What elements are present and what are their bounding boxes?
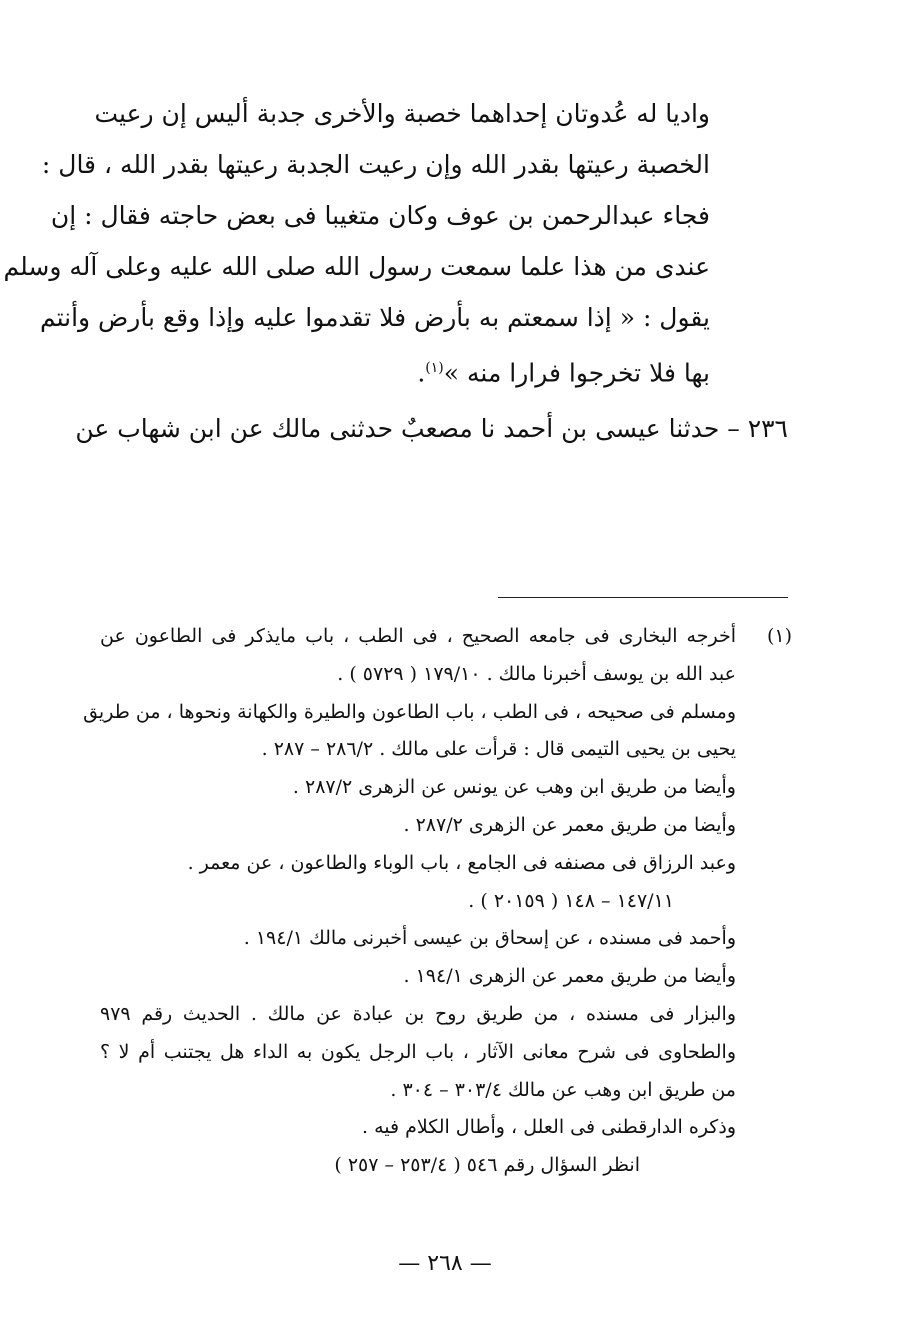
main-line-5: يقول : « إذا سمعتم به بأرض فلا تقدموا عليه وإذا وقع بأرض وأنتم (39, 303, 710, 332)
footnote-line-2: عبد الله بن يوسف أخبرنا مالك . ١٧٩/١٠ ( ٥٧٢٩ ) . (337, 662, 736, 685)
footnote-line-6: وأيضا من طريق معمر عن الزهرى ٢٨٧/٢ . (403, 813, 736, 836)
footnote-line-13: من طريق ابن وهب عن مالك ٣٠٣/٤ – ٣٠٤ . (390, 1078, 736, 1101)
footnote-line-1: أخرجه البخارى فى جامعه الصحيح ، فى الطب ، باب مايذكر فى الطاعون عن (100, 625, 736, 647)
footnote-separator (498, 597, 788, 598)
main-last-line-text: بها فلا تخرجوا فرارا منه » (443, 358, 710, 388)
footnote-line-9: وأحمد فى مسنده ، عن إسحاق بن عيسى أخبرنى مالك ١٩٤/١ . (243, 927, 736, 950)
footnote-line-12: والطحاوى فى شرح معانى الآثار ، باب الرجل يكون به الداء هل يجتنب أم لا ؟ (100, 1040, 736, 1063)
footnote-line-10: وأيضا من طريق معمر عن الزهرى ١٩٤/١ . (403, 965, 736, 988)
footnote-reference: (١) (425, 360, 444, 376)
main-line-6 (100, 343, 710, 394)
main-line-4: عندى من هذا علما سمعت رسول الله صلى الله عليه وعلى آله وسلم (3, 252, 710, 281)
footnote-line-7: وعبد الرزاق فى مصنفه فى الجامع ، باب الوباء والطاعون ، عن معمر . (187, 851, 736, 874)
page-number: — ٢٦٨ — (398, 1251, 492, 1276)
footnote-line-8: ١٤٧/١١ – ١٤٨ ( ٢٠١٥٩ ) . (468, 889, 674, 912)
footnote-line-3: ومسلم فى صحيحه ، فى الطب ، باب الطاعون والطيرة والكهانة ونحوها ، من طريق (83, 700, 736, 723)
footnotes (83, 618, 736, 1185)
main-line-2: الخصبة رعيتها بقدر الله وإن رعيت الجدبة رعيتها بقدر الله ، قال : (41, 150, 710, 179)
footnote-line-15: انظر السؤال رقم ٥٤٦ ( ٢٥٣/٤ – ٢٥٧ ) (334, 1154, 640, 1177)
footnote-number: (١) (766, 625, 792, 647)
footnote-line-4: يحيى بن يحيى التيمى قال : قرأت على مالك . ٢٨٦/٢ – ٢٨٧ . (261, 738, 736, 761)
hadith-line: ٢٣٦ – حدثنا عيسى بن أحمد نا مصعبٌ حدثنى مالك عن ابن شهاب عن (75, 414, 788, 443)
footnote-line-11: والبزار فى مسنده ، من طريق روح بن عبادة عن مالك . الحديث رقم ٩٧٩ (100, 1002, 736, 1025)
main-last-line-end: . (417, 358, 426, 388)
main-line-3: فجاء عبدالرحمن بن عوف وكان متغيبا فى بعض حاجته فقال : إن (50, 201, 710, 230)
main-line-1: واديا له عُدوتان إحداهما خصبة والأخرى جدبة أليس إن رعيت (94, 99, 710, 128)
main-text (3, 88, 710, 394)
footnote-line-14: وذكره الدارقطنى فى العلل ، وأطال الكلام فيه . (361, 1116, 736, 1139)
footnote-line-5: وأيضا من طريق ابن وهب عن يونس عن الزهرى ٢٨٧/٢ . (292, 776, 736, 799)
